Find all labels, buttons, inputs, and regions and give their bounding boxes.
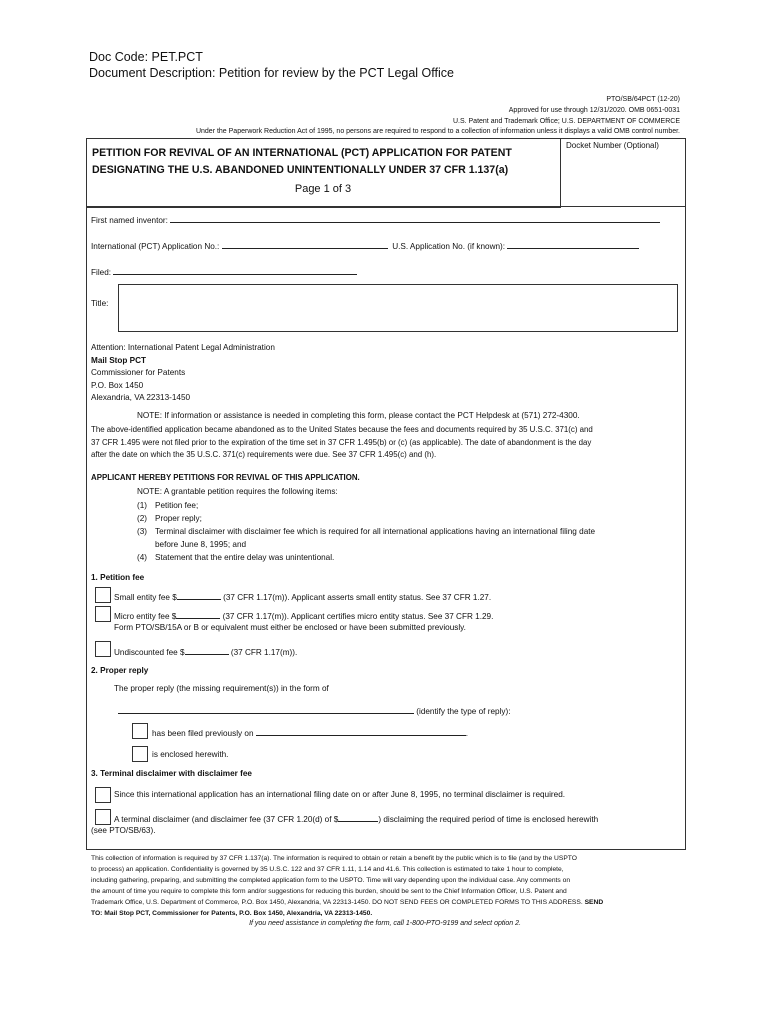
proper-reply-intro: The proper reply (the missing requirement(s)) in the form of (114, 684, 329, 693)
us-app-input[interactable] (507, 238, 639, 249)
assistance-note: If you need assistance in completing the form, call 1-800-PTO-9199 and select option 2. (249, 920, 521, 927)
address-block (91, 342, 275, 405)
pct-app-label: International (PCT) Application No.: (91, 242, 220, 251)
form-title-line1: PETITION FOR REVIVAL OF AN INTERNATIONAL (PCT) APPLICATION FOR PATENT (92, 147, 512, 159)
reply-type-label: (identify the type of reply): (416, 707, 511, 716)
list-item: (2) Proper reply; (137, 513, 202, 523)
undiscounted-label: Undiscounted fee $ (114, 648, 185, 657)
filed-previously-row: has been filed previously on . (152, 725, 468, 740)
micro-entity-fee-input[interactable] (176, 608, 220, 619)
send-label: SEND (584, 899, 604, 906)
city-line: Alexandria, VA 22313-1450 (91, 393, 191, 403)
micro-entity-text: (37 CFR 1.17(m)). Applicant certifies micro entity status. See 37 CFR 1.29. (222, 612, 494, 621)
burden-line: including gathering, preparing, and submitting the completed application form to the USPTO. Time will vary depending upon the individual case. Any comments on (91, 877, 571, 884)
small-entity-row (114, 589, 491, 604)
list-item: (4) Statement that the entire delay was unintentional. (137, 552, 335, 562)
omb-approval: Approved for use through 12/31/2020. OMB 0651-0031 (508, 107, 680, 114)
abandon-line: after the date on which the 35 U.S.C. 371(c) requirements were due. See 37 CFR 1.495(c) and (h). (91, 450, 437, 460)
no-disclaimer-checkbox[interactable] (95, 787, 111, 803)
form-title-line2: DESIGNATING THE U.S. ABANDONED UNINTENTIONALLY UNDER 37 CFR 1.137(a) (92, 164, 509, 176)
small-entity-text: (37 CFR 1.17(m)). Applicant asserts small entity status. See 37 CFR 1.27. (223, 593, 492, 602)
burden-line: This collection of information is required by 37 CFR 1.137(a). The information is required to obtain or retain a benefit by the public which is to file (and by the USPTO (91, 855, 577, 862)
form-title (92, 145, 554, 179)
abandon-line: The above-identified application became abandoned as to the United States because the fees and documents required by 35 U.S.C. 371(c) and (91, 425, 593, 434)
docket-input[interactable] (562, 155, 680, 203)
undiscounted-text: (37 CFR 1.17(m)). (230, 648, 298, 657)
attention-line: Attention: International Patent Legal Administration (91, 343, 275, 352)
burden-line: to process) an application. Confidentiality is governed by 35 U.S.C. 122 and 37 CFR 1.11, 1.14 and 41.6. This collection is estimated to take 1 hour to complete, (91, 866, 564, 873)
paperwork-notice: Under the Paperwork Reduction Act of 1995, no persons are required to respond to a collection of information unless it displays a valid OMB control number. (195, 128, 680, 135)
filed-previously-label: has been filed previously on (152, 729, 254, 738)
burden-line: Trademark Office, U.S. Department of Commerce, P.O. Box 1450, Alexandria, VA 22313-1450. DO NOT SEND FEES OR COMPLETED FORMS TO THIS ADDRESS. SEND (91, 899, 604, 906)
commissioner: Commissioner for Patents (91, 368, 186, 378)
first-inventor-input[interactable] (170, 212, 660, 223)
doc-description: Document Description: Petition for review by the PCT Legal Office (89, 66, 454, 80)
abandon-paragraph (91, 424, 593, 462)
form-number: PTO/SB/64PCT (12-20) (606, 96, 680, 103)
disclaimer-label: A terminal disclaimer (and disclaimer fee (37 CFR 1.20(d) of $ (114, 815, 339, 824)
no-disclaimer-label: Since this international application has an international filing date on or after June 8, 1995, no terminal disclaimer is required. (114, 790, 566, 799)
doc-code: Doc Code: PET.PCT (89, 50, 203, 64)
disclaimer-enclosed-checkbox[interactable] (95, 809, 111, 825)
title-rule (86, 206, 686, 207)
small-entity-checkbox[interactable] (95, 587, 111, 603)
agency-line: U.S. Patent and Trademark Office; U.S. DEPARTMENT OF COMMERCE (452, 118, 680, 125)
burden-statement (91, 853, 603, 919)
list-item: (3) Terminal disclaimer with disclaimer fee which is required for all international applications having an international filing date (137, 526, 596, 536)
disclaimer-ref: (see PTO/SB/63). (91, 826, 156, 835)
small-entity-fee-input[interactable] (177, 589, 221, 600)
abandon-line: 37 CFR 1.495 were not filed prior to the expiration of the time set in 37 CFR 1.495(b) or (c) (as applicable). The date of abandonment is the day (91, 437, 592, 447)
send-to-line: TO: Mail Stop PCT, Commissioner for Patents, P.O. Box 1450, Alexandria, VA 22313-1450. (91, 910, 373, 917)
filed-row (91, 264, 357, 279)
list-item: (1) Petition fee; (137, 501, 199, 510)
filed-label: Filed: (91, 268, 112, 277)
enclosed-checkbox[interactable] (132, 746, 148, 762)
filed-previously-date-input[interactable] (256, 725, 466, 736)
burden-line: the amount of time you require to complete this form and/or suggestions for reducing this burden, should be sent to the Chief Information Officer, U.S. Patent and (91, 888, 567, 895)
mail-stop: Mail Stop PCT (91, 355, 147, 365)
requirements-list (137, 500, 595, 565)
us-app-label: U.S. Application No. (if known): (392, 242, 506, 251)
first-inventor-label: First named inventor: (91, 216, 168, 225)
small-entity-label: Small entity fee $ (114, 593, 177, 602)
page-label: Page 1 of 3 (294, 183, 352, 195)
disclaimer-text: ) disclaiming the required period of time is enclosed herewith (378, 815, 599, 824)
micro-entity-note: Form PTO/SB/15A or B or equivalent must either be enclosed or have been submitted previously. (114, 623, 466, 632)
disclaimer-row (114, 811, 598, 826)
po-box: P.O. Box 1450 (91, 380, 144, 390)
filed-previously-checkbox[interactable] (132, 723, 148, 739)
micro-entity-label: Micro entity fee $ (114, 612, 177, 621)
micro-entity-checkbox[interactable] (95, 606, 111, 622)
proper-reply-heading: 2. Proper reply (91, 666, 149, 675)
list-item: before June 8, 1995; and (155, 539, 247, 549)
title-input[interactable] (118, 284, 678, 332)
petition-heading: APPLICANT HEREBY PETITIONS FOR REVIVAL OF THIS APPLICATION. (91, 473, 360, 482)
reply-type-input[interactable] (118, 703, 414, 714)
reply-type-row (118, 703, 510, 718)
title-label: Title: (91, 299, 109, 308)
petition-note: NOTE: A grantable petition requires the following items: (137, 487, 338, 496)
filed-input[interactable] (113, 264, 357, 275)
enclosed-label: is enclosed herewith. (152, 750, 229, 759)
helpdesk-note: NOTE: If information or assistance is needed in completing this form, please contact the PCT Helpdesk at (571) 272-4300. (137, 411, 580, 420)
undiscounted-fee-input[interactable] (185, 644, 229, 655)
undiscounted-checkbox[interactable] (95, 641, 111, 657)
docket-label: Docket Number (Optional) (566, 141, 659, 150)
disclaimer-fee-input[interactable] (338, 811, 378, 822)
app-number-row (91, 238, 639, 253)
undiscounted-row (114, 644, 297, 659)
pct-app-input[interactable] (222, 238, 388, 249)
first-inventor-row (91, 212, 660, 227)
petition-fee-heading: 1. Petition fee (91, 573, 145, 582)
terminal-disclaimer-heading: 3. Terminal disclaimer with disclaimer fee (91, 769, 252, 778)
